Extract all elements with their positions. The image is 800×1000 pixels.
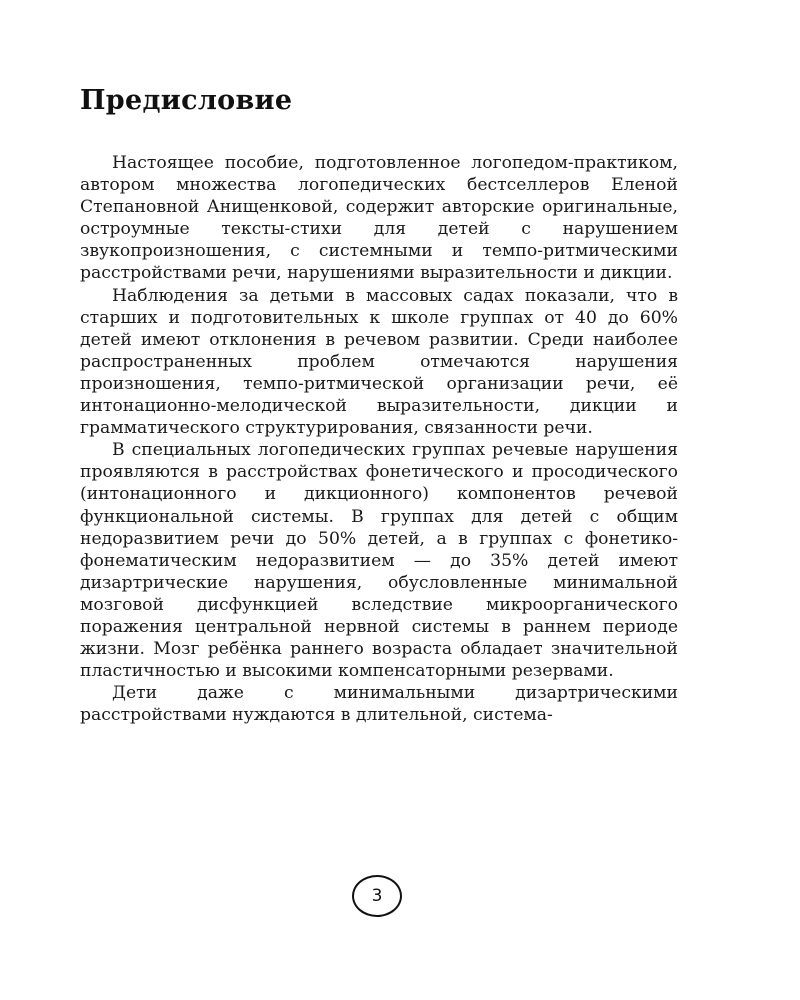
page-title: Предисловие xyxy=(80,85,293,116)
paragraph-1: Настоящее пособие, подготовленное логопедом-практиком, автором множества логопедических бестселлеров Еленой Степановной Анищенковой, содержит авторские оригинальные, остроумные тексты-стихи для детей с нарушением звукопроизношения, с системными и темпо-ритмическими расстройствами речи, нарушениями выразительности и дикции. xyxy=(80,153,678,284)
paragraph-4: Дети даже с минимальными дизартрическими расстройствами нуждаются в длительной, система- xyxy=(80,683,678,726)
paragraph-3: В специальных логопедических группах речевые нарушения проявляются в расстройствах фонетического и просодического (интонационного и дикционного) компонентов речевой функциональной системы. В группах для детей с общим недоразвитием речи до 50% детей, а в группах с фонетико-фонематическим недоразвитием — до 35% детей имеют дизартрические нарушения, обусловленные минимальной мозговой дисфункцией вследствие микроорганического поражения центральной нервной системы в раннем периоде жизни. Мозг ребёнка раннего возраста обладает значительной пластичностью и высокими компенсаторными резервами. xyxy=(80,440,678,682)
body-text xyxy=(80,152,678,726)
paragraph-2: Наблюдения за детьми в массовых садах показали, что в старших и подготовительных к школе группах от 40 до 60% детей имеют отклонения в речевом развитии. Среди наиболее распространенных проблем отмечаются нарушения произношения, темпо-ритмической организации речи, её интонационно-мелодической выразительности, дикции и грамматического структурирования, связанности речи. xyxy=(80,285,678,439)
page-number: 3 xyxy=(352,875,402,917)
